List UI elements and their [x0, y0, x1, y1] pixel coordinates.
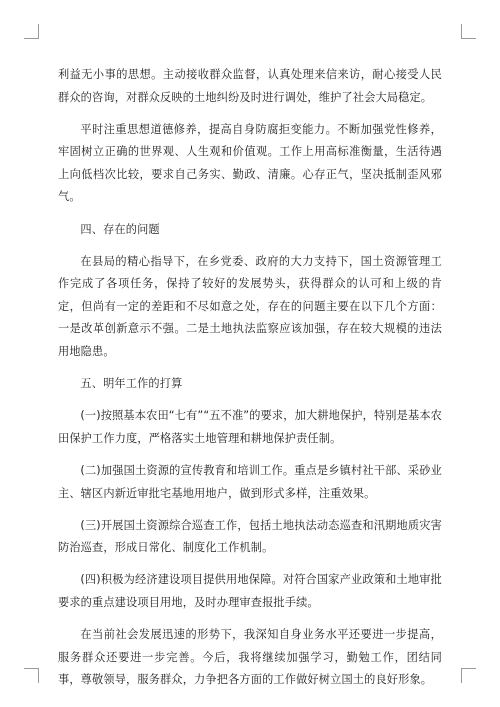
page-corner-mark-top-left — [24, 24, 39, 39]
plan-item-3: (三)开展国土资源综合巡查工作，包括土地执法动态巡查和汛期地质灾害防治巡查，形成日常化、制度化工作机制。 — [58, 518, 442, 555]
section-heading-next-year-plan: 五、明年工作的打算 — [80, 377, 183, 391]
paragraph-conclusion: 在当前社会发展迅速的形势下，我深知自身业务水平还要进一步提高，服务群众还要进一步完善。今后，我将继续加强学习，勤勉工作，团结同事，尊敬领导，服务群众，力争把各方面的工作做好树立国土的良好形象。 — [58, 627, 442, 687]
paragraph-mass-line: 利益无小事的思想。主动接收群众监督，认真处理来信来访，耐心接受人民群众的咨询，对群众反映的土地纠纷及时进行调处，维护了社会大局稳定。 — [58, 68, 442, 104]
page-corner-mark-bottom-right — [461, 668, 476, 683]
page-corner-mark-top-right — [461, 24, 476, 39]
section-heading-problems: 四、存在的问题 — [80, 222, 160, 236]
plan-item-2: (二)加强国土资源的宣传教育和培训工作。重点是乡镇村社干部、采砂业主、辖区内新近审批宅基地用地户，做到形式多样，注重效果。 — [58, 463, 442, 500]
paragraph-moral-cultivation: 平时注重思想道德修养，提高自身防腐拒变能力。不断加强党性修养，牢固树立正确的世界观、人生观和价值观。工作上用高标准衡量，生活待遇上向低档次比较，要求自己务实、勤政、清廉。心存正气，坚决抵制歪风邪气。 — [58, 122, 442, 204]
document-body — [58, 64, 442, 701]
plan-item-1: (一)按照基本农田“七有”“五不准”的要求，加大耕地保护，特别是基本农田保护工作力度，严格落实土地管理和耕地保护责任制。 — [58, 409, 442, 445]
paragraph-problems: 在县局的精心指导下，在乡党委、政府的大力支持下，国土资源管理工作完成了各项任务，保持了较好的发展势头，获得群众的认可和上级的肯定，但尚有一定的差距和不尽如意之处，存在的问题主要在以下几个方面：一是改革创新意示不强。二是土地执法监察应该加强，存在较大规模的违法用地隐患。 — [58, 254, 442, 359]
page-corner-mark-bottom-left — [24, 668, 39, 683]
plan-item-4: (四)积极为经济建设项目提供用地保障。对符合国家产业政策和土地审批要求的重点建设项目用地，及时办理审查报批手续。 — [58, 573, 442, 609]
